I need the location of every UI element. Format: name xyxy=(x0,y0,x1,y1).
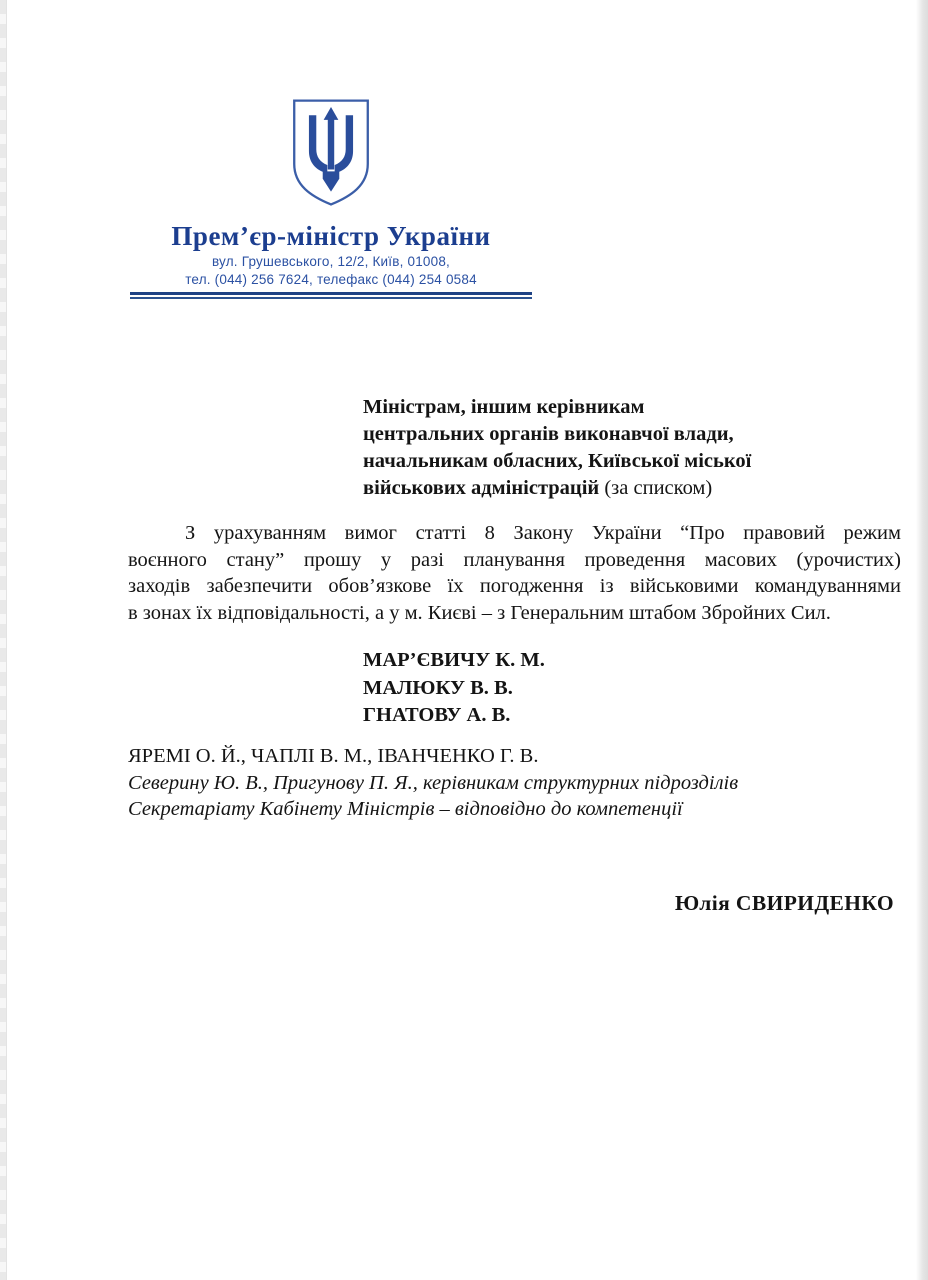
recipient-name: МАР’ЄВИЧУ К. М. xyxy=(363,649,545,671)
secondary-recipients-block xyxy=(128,743,738,823)
left-scan-edge-artifact xyxy=(0,0,7,1280)
recipient-name: МАЛЮКУ В. В. xyxy=(363,676,513,699)
letterhead-divider xyxy=(130,292,532,299)
addressee-line xyxy=(363,475,751,502)
addressee-block xyxy=(363,394,751,502)
secondary-recipients-line: ЯРЕМІ О. Й., ЧАПЛІ В. М., ІВАНЧЕНКО Г. В. xyxy=(128,745,539,767)
right-scan-edge-artifact xyxy=(916,0,928,1280)
recipient-names-block xyxy=(363,647,545,730)
body-paragraph xyxy=(128,520,901,626)
secondary-recipients-line-italic: Северину Ю. В., Пригунову П. Я., керівникам структурних підрозділів xyxy=(128,771,739,794)
coat-of-arms-icon xyxy=(285,96,377,215)
addressee-line-bold-part: військових адміністрацій xyxy=(363,477,600,499)
addressee-line: центральних органів виконавчої влади, xyxy=(363,423,734,445)
addressee-line: начальникам обласних, Київської міської xyxy=(363,450,752,472)
letterhead-address-line1: вул. Грушевського, 12/2, Київ, 01008, xyxy=(211,254,450,269)
body-line: З урахуванням вимог статті 8 Закону України “Про правовий режим xyxy=(185,522,901,544)
addressee-line: Міністрам, іншим керівникам xyxy=(363,396,645,418)
body-line: воєнного стану” прошу у разі планування проведення масових (урочистих) xyxy=(128,548,901,571)
body-line: заходів забезпечити обов’язкове їх погодження із військовими командуваннями xyxy=(128,575,901,597)
letterhead-address-line2: тел. (044) 256 7624, телефакс (044) 254 0584 xyxy=(185,272,477,287)
body-line: в зонах їх відповідальності, а у м. Києві – з Генеральним штабом Збройних Сил. xyxy=(128,601,831,624)
signature-name: Юлія СВИРИДЕНКО xyxy=(674,891,894,915)
secondary-recipients-line-italic: Секретаріату Кабінету Міністрів – відповідно до компетенції xyxy=(128,798,683,820)
letterhead xyxy=(130,96,532,299)
addressee-line-regular-part: (за списком) xyxy=(604,477,713,499)
letterhead-title: Прем’єр-міністр України xyxy=(171,221,491,251)
recipient-name: ГНАТОВУ А. В. xyxy=(363,704,511,726)
